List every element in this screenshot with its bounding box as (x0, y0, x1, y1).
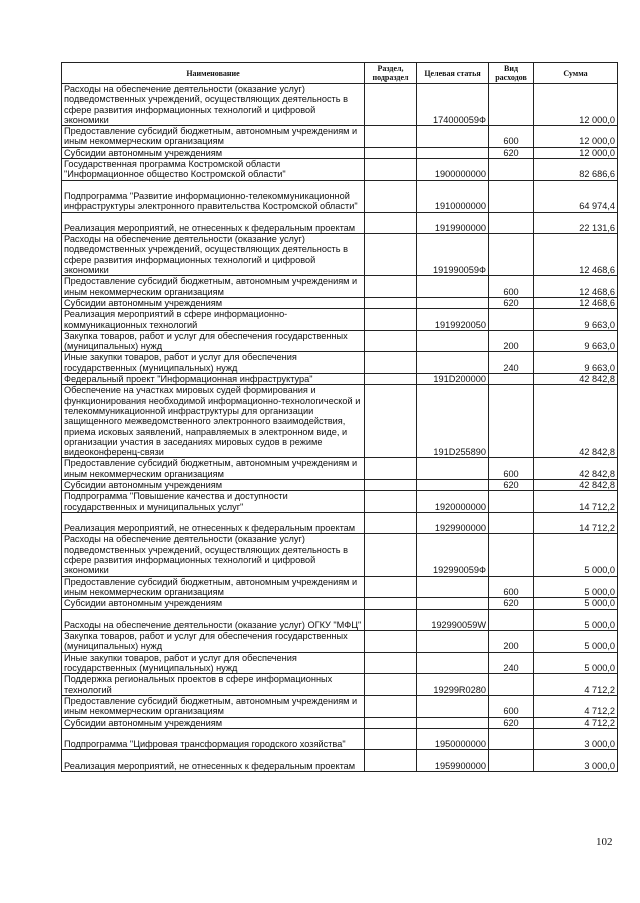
row-section-cell (365, 750, 417, 772)
row-target-cell: 1920000000 (417, 491, 489, 513)
row-sum-cell: 12 468,6 (534, 297, 618, 308)
header-sum: Сумма (534, 63, 618, 84)
header-kind: Вид расходов (489, 63, 534, 84)
table-row (62, 276, 618, 298)
row-target-cell: 1959900000 (417, 750, 489, 772)
table-row (62, 297, 618, 308)
row-name-cell: Расходы на обеспечение деятельности (оказание услуг) ОГКУ "МФЦ" (62, 609, 365, 631)
row-name-cell: Субсидии автономным учреждениям (62, 147, 365, 158)
row-kind-cell: 600 (489, 458, 534, 480)
row-name-cell: Государственная программа Костромской области "Информационное общество Костромской области" (62, 159, 365, 181)
row-target-cell (417, 126, 489, 148)
row-target-cell (417, 480, 489, 491)
header-section: Раздел, подраздел (365, 63, 417, 84)
row-sum-cell: 22 131,6 (534, 212, 618, 234)
row-name-cell: Обеспечение на участках мировых судей формирования и функционирования необходимой информационно-технологической и телекоммуникационной инфраструктуры для организации защищенного межведомственного электронного взаимодействия, приема исковых заявлений, направляемых в электронном виде, и организации участия в заседаниях мировых судов в режиме видеоконференц-связи (62, 385, 365, 458)
row-kind-cell (489, 374, 534, 385)
row-name-cell: Предоставление субсидий бюджетным, автономным учреждениям и иным некоммерческим организациям (62, 576, 365, 598)
row-name-cell: Реализация мероприятий, не отнесенных к федеральным проектам (62, 750, 365, 772)
row-sum-cell: 12 000,0 (534, 126, 618, 148)
table-row (62, 717, 618, 728)
row-sum-cell: 42 842,8 (534, 458, 618, 480)
row-section-cell (365, 297, 417, 308)
row-section-cell (365, 159, 417, 181)
row-kind-cell: 620 (489, 480, 534, 491)
row-target-cell: 1910000000 (417, 180, 489, 212)
row-sum-cell: 12 000,0 (534, 147, 618, 158)
row-section-cell (365, 512, 417, 534)
row-sum-cell: 12 468,6 (534, 276, 618, 298)
row-target-cell: 19299R0280 (417, 674, 489, 696)
table-row (62, 212, 618, 234)
row-name-cell: Иные закупки товаров, работ и услуг для обеспечения государственных (муниципальных) нужд (62, 652, 365, 674)
row-name-cell: Подпрограмма "Развитие информационно-телекоммуникационной инфраструктуры электронного правительства Костромской области" (62, 180, 365, 212)
row-name-cell: Иные закупки товаров, работ и услуг для обеспечения государственных (муниципальных) нужд (62, 352, 365, 374)
row-section-cell (365, 652, 417, 674)
row-name-cell: Субсидии автономным учреждениям (62, 480, 365, 491)
row-section-cell (365, 534, 417, 576)
table-row (62, 234, 618, 276)
row-target-cell: 174000059Ф (417, 84, 489, 126)
row-target-cell (417, 598, 489, 609)
row-target-cell (417, 297, 489, 308)
row-kind-cell (489, 674, 534, 696)
row-sum-cell: 42 842,8 (534, 385, 618, 458)
row-target-cell: 191D200000 (417, 374, 489, 385)
row-section-cell (365, 180, 417, 212)
row-target-cell: 1929900000 (417, 512, 489, 534)
row-sum-cell: 9 663,0 (534, 309, 618, 331)
row-sum-cell: 9 663,0 (534, 330, 618, 352)
row-target-cell: 1919920050 (417, 309, 489, 331)
row-sum-cell: 5 000,0 (534, 534, 618, 576)
table-row (62, 652, 618, 674)
row-target-cell: 1900000000 (417, 159, 489, 181)
row-target-cell: 191D255890 (417, 385, 489, 458)
table-row (62, 728, 618, 750)
row-sum-cell: 4 712,2 (534, 674, 618, 696)
table-row (62, 385, 618, 458)
row-kind-cell: 200 (489, 631, 534, 653)
row-kind-cell: 620 (489, 147, 534, 158)
table-row (62, 480, 618, 491)
row-section-cell (365, 717, 417, 728)
row-name-cell: Закупка товаров, работ и услуг для обеспечения государственных (муниципальных) нужд (62, 631, 365, 653)
table-row (62, 512, 618, 534)
table-row (62, 631, 618, 653)
row-kind-cell (489, 491, 534, 513)
table-row (62, 352, 618, 374)
page-number: 102 (596, 836, 613, 848)
row-name-cell: Федеральный проект "Информационная инфраструктура" (62, 374, 365, 385)
table-row (62, 147, 618, 158)
row-section-cell (365, 609, 417, 631)
row-kind-cell (489, 159, 534, 181)
header-name: Наименование (62, 63, 365, 84)
row-kind-cell (489, 534, 534, 576)
row-kind-cell (489, 180, 534, 212)
row-section-cell (365, 598, 417, 609)
row-sum-cell: 82 686,6 (534, 159, 618, 181)
row-name-cell: Поддержка региональных проектов в сфере информационных технологий (62, 674, 365, 696)
row-kind-cell: 240 (489, 352, 534, 374)
row-sum-cell: 4 712,2 (534, 695, 618, 717)
row-name-cell: Предоставление субсидий бюджетным, автономным учреждениям и иным некоммерческим организациям (62, 695, 365, 717)
row-name-cell: Субсидии автономным учреждениям (62, 717, 365, 728)
row-sum-cell: 42 842,8 (534, 480, 618, 491)
row-target-cell (417, 695, 489, 717)
row-target-cell: 1950000000 (417, 728, 489, 750)
row-kind-cell (489, 385, 534, 458)
row-sum-cell: 5 000,0 (534, 598, 618, 609)
row-sum-cell: 5 000,0 (534, 609, 618, 631)
row-name-cell: Предоставление субсидий бюджетным, автономным учреждениям и иным некоммерческим организациям (62, 276, 365, 298)
row-target-cell: 1919900000 (417, 212, 489, 234)
row-kind-cell (489, 234, 534, 276)
table-row (62, 159, 618, 181)
row-name-cell: Закупка товаров, работ и услуг для обеспечения государственных (муниципальных) нужд (62, 330, 365, 352)
row-kind-cell (489, 512, 534, 534)
table-row (62, 609, 618, 631)
row-target-cell (417, 652, 489, 674)
row-kind-cell: 600 (489, 695, 534, 717)
row-sum-cell: 4 712,2 (534, 717, 618, 728)
row-section-cell (365, 674, 417, 696)
row-section-cell (365, 728, 417, 750)
table-row (62, 598, 618, 609)
table-row (62, 674, 618, 696)
row-section-cell (365, 480, 417, 491)
table-body (62, 84, 618, 772)
row-kind-cell (489, 609, 534, 631)
row-kind-cell: 620 (489, 297, 534, 308)
row-target-cell: 191990059Ф (417, 234, 489, 276)
row-section-cell (365, 352, 417, 374)
row-sum-cell: 12 000,0 (534, 84, 618, 126)
row-kind-cell: 620 (489, 598, 534, 609)
row-target-cell (417, 276, 489, 298)
row-section-cell (365, 374, 417, 385)
row-kind-cell: 600 (489, 576, 534, 598)
table-row (62, 126, 618, 148)
row-kind-cell (489, 309, 534, 331)
row-kind-cell (489, 750, 534, 772)
row-name-cell: Реализация мероприятий в сфере информационно-коммуникационных технологий (62, 309, 365, 331)
row-section-cell (365, 491, 417, 513)
row-sum-cell: 42 842,8 (534, 374, 618, 385)
row-name-cell: Подпрограмма "Цифровая трансформация городского хозяйства" (62, 728, 365, 750)
row-name-cell: Реализация мероприятий, не отнесенных к федеральным проектам (62, 212, 365, 234)
row-section-cell (365, 84, 417, 126)
row-kind-cell: 600 (489, 126, 534, 148)
row-name-cell: Предоставление субсидий бюджетным, автономным учреждениям и иным некоммерческим организациям (62, 458, 365, 480)
table-row (62, 750, 618, 772)
row-target-cell (417, 458, 489, 480)
row-kind-cell: 620 (489, 717, 534, 728)
row-target-cell (417, 147, 489, 158)
table-header-row (62, 63, 618, 84)
row-section-cell (365, 576, 417, 598)
row-sum-cell: 14 712,2 (534, 512, 618, 534)
row-section-cell (365, 212, 417, 234)
table-row (62, 695, 618, 717)
row-kind-cell: 240 (489, 652, 534, 674)
row-name-cell: Расходы на обеспечение деятельности (оказание услуг) подведомственных учреждений, осуществляющих деятельность в сфере развития информационных технологий и цифровой экономики (62, 84, 365, 126)
row-section-cell (365, 631, 417, 653)
row-kind-cell: 600 (489, 276, 534, 298)
row-section-cell (365, 126, 417, 148)
row-kind-cell (489, 728, 534, 750)
row-kind-cell (489, 84, 534, 126)
row-name-cell: Реализация мероприятий, не отнесенных к федеральным проектам (62, 512, 365, 534)
row-sum-cell: 3 000,0 (534, 750, 618, 772)
row-target-cell (417, 352, 489, 374)
row-kind-cell: 200 (489, 330, 534, 352)
row-name-cell: Расходы на обеспечение деятельности (оказание услуг) подведомственных учреждений, осуществляющих деятельность в сфере развития информационных технологий и цифровой экономики (62, 234, 365, 276)
row-sum-cell: 64 974,4 (534, 180, 618, 212)
row-section-cell (365, 309, 417, 331)
row-target-cell (417, 576, 489, 598)
row-target-cell: 192990059W (417, 609, 489, 631)
table-row (62, 534, 618, 576)
table-row (62, 374, 618, 385)
row-target-cell (417, 330, 489, 352)
table-row (62, 491, 618, 513)
row-section-cell (365, 330, 417, 352)
row-sum-cell: 14 712,2 (534, 491, 618, 513)
table-row (62, 576, 618, 598)
row-section-cell (365, 234, 417, 276)
row-name-cell: Расходы на обеспечение деятельности (оказание услуг) подведомственных учреждений, осуществляющих деятельность в сфере развития информационных технологий и цифровой экономики (62, 534, 365, 576)
table-row (62, 309, 618, 331)
budget-document (61, 62, 617, 772)
row-sum-cell: 5 000,0 (534, 652, 618, 674)
row-section-cell (365, 147, 417, 158)
row-sum-cell: 12 468,6 (534, 234, 618, 276)
budget-table (61, 62, 618, 772)
row-section-cell (365, 276, 417, 298)
row-sum-cell: 5 000,0 (534, 576, 618, 598)
row-section-cell (365, 385, 417, 458)
row-name-cell: Субсидии автономным учреждениям (62, 598, 365, 609)
table-row (62, 84, 618, 126)
row-target-cell (417, 717, 489, 728)
row-sum-cell: 3 000,0 (534, 728, 618, 750)
row-name-cell: Субсидии автономным учреждениям (62, 297, 365, 308)
row-sum-cell: 5 000,0 (534, 631, 618, 653)
row-name-cell: Предоставление субсидий бюджетным, автономным учреждениям и иным некоммерческим организациям (62, 126, 365, 148)
row-section-cell (365, 695, 417, 717)
row-sum-cell: 9 663,0 (534, 352, 618, 374)
table-row (62, 330, 618, 352)
table-row (62, 458, 618, 480)
header-target: Целевая статья (417, 63, 489, 84)
row-target-cell: 192990059Ф (417, 534, 489, 576)
row-kind-cell (489, 212, 534, 234)
table-row (62, 180, 618, 212)
row-section-cell (365, 458, 417, 480)
row-target-cell (417, 631, 489, 653)
row-name-cell: Подпрограмма "Повышение качества и доступности государственных и муниципальных услуг" (62, 491, 365, 513)
